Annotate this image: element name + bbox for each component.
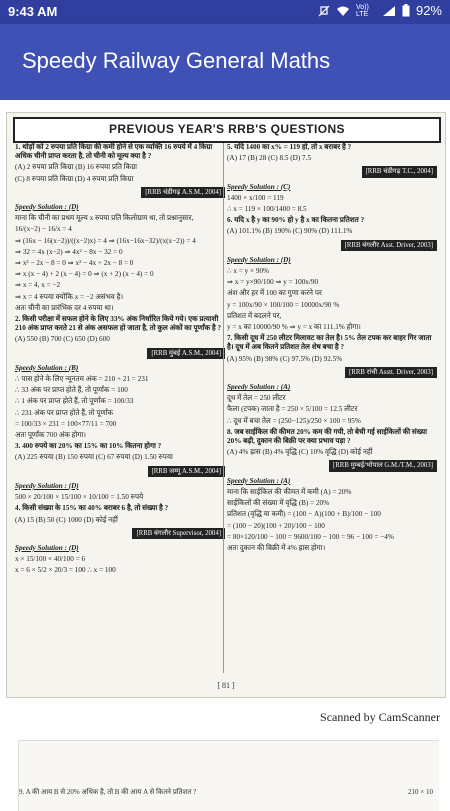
exam-source-tag (15, 347, 225, 361)
solution-line: = 80×120/100 − 100 = 9600/100 − 100 = 96 − 100 = −4% (227, 532, 394, 541)
question-text: 5. यदि 1400 का x% = 119 हो, तो x बराबर है ? (227, 143, 352, 151)
right-column (227, 143, 437, 675)
exam-source-label: [RRB चंडीगढ़ T.C., 2004] (362, 166, 437, 177)
network-label: Vo)) LTE (355, 3, 369, 18)
signal-icon (382, 5, 396, 17)
solution-line: प्रतिशत (वृद्धि या कमी) = (100 − A)(100 + B)/100 − 100 (227, 510, 381, 519)
exam-source-tag (15, 527, 225, 541)
scanned-page (6, 112, 446, 698)
next-page-line (19, 788, 439, 797)
battery-percent: 92% (415, 3, 442, 18)
solution-line: अतः दुकान की बिक्री में 4% ह्रास होगा। (227, 543, 326, 552)
question-text: 1. थोड़ों को 2 रुपया प्रति किग्रा की कमी होने से एक व्यक्ति 16 रुपये में 4 किग्रा अधिक चीनी प्राप्त करता है, तो चीनी को मूल्य क्या है ? (15, 143, 213, 161)
section-header (13, 117, 441, 143)
answer-options: (A) 17 (B) 28 (C) 8.5 (D) 7.5 (227, 154, 312, 163)
solution-line: साईकिलों की संख्या में वृद्धि (B) = 20% (227, 499, 330, 508)
answer-options: (A) 550 (B) 700 (C) 650 (D) 600 (15, 335, 110, 344)
answer-options: (A) 101.1% (B) 190% (C) 90% (D) 111.1% (227, 227, 353, 236)
exam-source-label: [RRB रांची Asstt. Driver, 2003] (345, 367, 437, 378)
solution-line: माना कि साईकिल की कीमत में कमी (A) = 20% (227, 487, 352, 496)
solution-line: ⇒ x (x − 4) + 2 (x − 4) = 0 ⇒ (x + 2) (x − 4) = 0 (15, 270, 154, 279)
left-column (15, 143, 225, 675)
exam-source-tag (227, 165, 437, 179)
solution-line: दूध में तेल = 250 लीटर (227, 394, 286, 403)
solution-line: अतः पूर्णांक 700 अंक होगा। (15, 431, 86, 440)
solution-line: माना कि चीनी का प्रथम मूल्य x रुपया प्रति किलोग्राम था, तो प्रश्नानुसार, (15, 214, 194, 223)
solution-line: x × 15/100 × 40/100 = 6 (15, 555, 86, 564)
question-text: 8. जब साईकिल की कीमत 20% कम की गयी, तो बेची गई साईकिलों की संख्या 20% बढ़ी, दुकान की बिक्री पर क्या प्रभाव पड़ा ? (227, 427, 428, 446)
solution-line: ⇒ x² − 2x − 8 = 0 ⇒ x² − 4x + 2x − 8 = 0 (15, 259, 134, 268)
solution-line: ∴ x = y × 90% (227, 267, 270, 276)
app-bar (0, 24, 450, 100)
exam-source-label: [RRB मुम्बई/भोपाल G.M./T.M., 2003] (329, 460, 437, 471)
solution-line: ⇒ x = 4 रुपया क्योंकि x = −2 असंभव है। (15, 292, 124, 301)
status-icons (318, 3, 442, 18)
solution-line: ⇒ 32 = 4x (x−2) ⇒ 4x² − 8x − 32 = 0 (15, 247, 123, 256)
solution-line: ∴ 33 अंक पर प्राप्त होते हैं, तो पूर्णांक = 100 (15, 386, 128, 395)
next-page-question: 9. A की आय B से 20% अधिक है, तो B की आय A से कितने प्रतिशत ? (19, 788, 197, 796)
solution-heading: Speedy Solution : (D) (15, 481, 79, 490)
exam-source-label: [RRB चंडीगढ़ A.S.M., 2004] (141, 187, 225, 198)
solution-line: ∴ 231 अंक पर प्राप्त होते हैं, तो पूर्णांक (15, 408, 114, 417)
exam-source-tag (15, 465, 225, 479)
question-text: 6. यदि x है y का 90% हो y है x का कितना प्रतिशत ? (227, 216, 365, 225)
solution-line: ⇒ x = 4, x = −2 (15, 281, 61, 290)
solution-heading: Speedy Solution : (D) (15, 203, 79, 212)
status-time: 9:43 AM (8, 4, 58, 19)
wifi-icon (336, 5, 350, 17)
exam-source-tag (227, 239, 437, 253)
solution-heading: Speedy Solution : (D) (227, 255, 291, 264)
question-text: 2. किसी परीक्षा में सफल होने के लिए 33% अंक निर्धारित किये गये। एक प्रत्याशी 210 अंक प्राप्त करते 21 से अंक असफल हो जाता है, तो कुल अंकों का पूर्णांक है ? (15, 315, 222, 333)
exam-source-tag (15, 186, 225, 200)
exam-source-label: [RRB जम्मू A.S.M., 2004] (148, 466, 226, 477)
solution-line: x = 6 × 5/2 × 20/3 = 100 ∴ x = 100 (15, 566, 116, 575)
app-title: Speedy Railway General Maths (22, 48, 331, 73)
question-text: 3. 400 रुपये का 20% का 15% का 10% कितना होगा ? (15, 442, 162, 451)
exam-source-label: [RRB बंगलौर Supervisor, 2004] (132, 528, 225, 539)
solution-line: अंश और हर में 100 का गुणा करने पर (227, 289, 322, 298)
section-header-text: PREVIOUS YEAR'S RRB'S QUESTIONS (109, 122, 345, 136)
solution-heading: Speedy Solution : (A) (227, 476, 291, 485)
answer-options: (A) 15 (B) 50 (C) 1000 (D) कोई नहीं (15, 515, 118, 524)
answer-options: (C) 8 रुपया प्रति किग्रा (D) 4 रुपया प्रति किग्रा (15, 174, 134, 183)
answer-options: (A) 225 रुपया (B) 150 रुपया (C) 67 रुपया (D) 1.50 रुपया (15, 453, 173, 462)
question-text: 7. किसी दूध में 250 लीटर मिलावट का तेल है। 5% तेल टपक कर बाहर गिर जाता है। दूध में अब कितने प्रतिशत तेल शेष बचा है ? (227, 334, 432, 352)
scanner-watermark: Scanned by CamScanner (320, 710, 440, 724)
answer-options: (A) 2 रुपया प्रति किग्रा (B) 16 रुपया प्रति किग्रा (15, 163, 138, 172)
solution-line: प्रतिशत में बदलने पर, (227, 311, 282, 320)
solution-line: ⇒ (16x − 16(x−2))/((x−2)x) = 4 ⇒ (16x−16x−32)/(x(x−2)) = 4 (15, 236, 196, 245)
solution-line: ∴ x = 119 × 100/1400 = 8.5 (227, 205, 307, 214)
solution-line: 1400 × x/100 = 119 (227, 193, 284, 202)
status-bar (0, 0, 450, 24)
answer-options: (A) 95% (B) 98% (C) 97.5% (D) 92.5% (227, 354, 343, 363)
solution-line: ∴ 1 अंक पर प्राप्त होते हैं, तो पूर्णांक = 100/33 (15, 397, 134, 406)
solution-line: 500 × 20/100 × 15/100 × 10/100 = 1.50 रुपये (15, 493, 144, 502)
solution-line: y = x का 10000/90 % ⇒ y = x का 111.1% होगा। (227, 323, 361, 332)
solution-line: = 100/33 × 231 = 100×77/11 = 700 (15, 419, 117, 428)
document-viewer[interactable] (0, 100, 450, 800)
solution-line: ∴ पास होने के लिए न्यूनतम अंक = 210 + 21 = 231 (15, 375, 149, 384)
solution-line: ⇒ x = y×90/100 ⇒ y = 100x/90 (227, 278, 319, 287)
exam-source-label: [RRB मुंबई A.S.M., 2004] (147, 348, 225, 359)
solution-line: फैला (टपक) जाता है = 250 × 5/100 = 12.5 लीटर (227, 405, 358, 414)
column-divider (223, 143, 224, 673)
solution-line: अतः चीनी का प्रारंभिक दर 4 रुपया था। (15, 303, 114, 312)
silent-icon (318, 5, 330, 17)
solution-heading: Speedy Solution : (B) (15, 363, 79, 372)
solution-line: 16/(x−2) − 16/x = 4 (15, 225, 72, 234)
solution-heading: Speedy Solution : (A) (227, 383, 291, 392)
solution-heading: Speedy Solution : (C) (227, 182, 291, 191)
exam-source-tag (227, 366, 437, 380)
exam-source-tag (227, 459, 437, 473)
battery-icon (402, 4, 410, 17)
solution-line: = (100 − 20)(100 + 20)/100 − 100 (227, 521, 325, 530)
question-text: 4. किसी संख्या के 15% का 40% बराबर 6 है, तो संख्या है ? (15, 504, 169, 513)
next-scanned-page (18, 740, 439, 811)
answer-options: (A) 4% ह्रास (B) 4% वृद्धि (C) 10% वृद्धि (D) कोई नहीं (227, 448, 373, 457)
solution-line: ∴ दूध में बचा तेल = (250−125)/250 × 100 = 95% (227, 416, 361, 425)
page-number: [ 81 ] (217, 681, 235, 690)
exam-source-label: [RRB बंगलौर Asst. Driver, 2003] (341, 240, 437, 251)
next-page-ref: 210 × 10 (408, 788, 433, 796)
solution-line: y = 100x/90 × 100/100 = 10000x/90 % (227, 300, 340, 309)
solution-heading: Speedy Solution : (D) (15, 543, 79, 552)
